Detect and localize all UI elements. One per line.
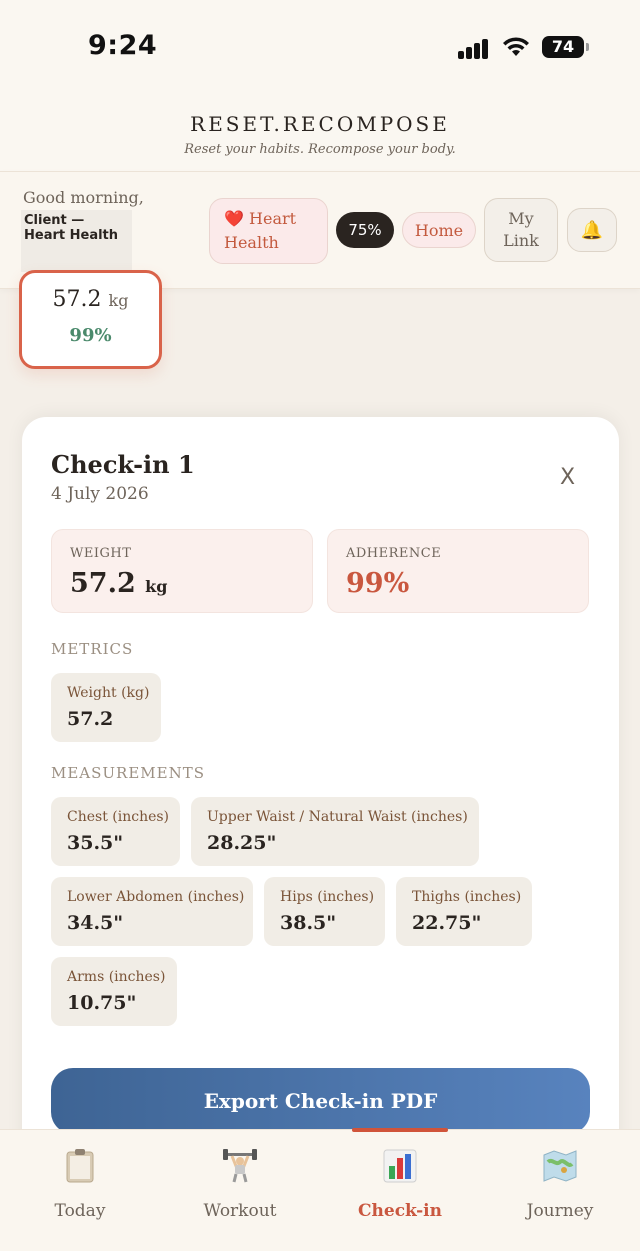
client-name-line2: Heart Health — [24, 228, 119, 243]
tab-label: Check-in — [357, 1201, 443, 1221]
heart-health-button[interactable] — [209, 198, 328, 264]
export-pdf-button[interactable]: Export Check-in PDF — [51, 1068, 590, 1134]
client-name — [21, 210, 132, 272]
brand-title: RESET.RECOMPOSE — [190, 112, 450, 136]
battery-indicator: 74 — [542, 36, 584, 58]
home-button[interactable]: Home — [402, 212, 476, 248]
measurement-chip: Chest (inches) 35.5" — [51, 797, 180, 866]
adherence-stat-card — [327, 529, 589, 613]
measurements-heading: MEASUREMENTS — [51, 764, 206, 782]
adherence-stat-value: 99% — [346, 568, 410, 599]
tab-label: Today — [54, 1201, 106, 1221]
progress-percent-pill[interactable]: 75% — [336, 212, 394, 248]
clipboard-icon — [62, 1148, 98, 1184]
weightlifter-icon — [222, 1148, 258, 1184]
tab-workout[interactable] — [160, 1142, 320, 1232]
tab-label: Journey — [526, 1201, 594, 1221]
measurement-chip: Arms (inches) 10.75" — [51, 957, 177, 1026]
tab-journey[interactable] — [480, 1142, 640, 1232]
status-time: 9:24 — [88, 30, 158, 61]
status-bar — [0, 0, 640, 95]
checkin-card[interactable] — [19, 270, 162, 369]
heart-pill-line1: Heart — [249, 209, 297, 228]
checkin-detail-sheet — [22, 417, 619, 1177]
adherence-stat-label: ADHERENCE — [346, 546, 442, 561]
map-icon — [542, 1148, 578, 1184]
client-name-line1: Client — — [24, 213, 85, 228]
measurement-chip: Upper Waist / Natural Waist (inches) 28.25" — [191, 797, 479, 866]
brand-tagline: Reset your habits. Recompose your body. — [184, 142, 456, 157]
checkin-card-weight: 57.2 kg — [52, 287, 129, 312]
wifi-icon — [502, 36, 530, 58]
cellular-signal-icon — [458, 37, 492, 59]
checkin-title: Check-in 1 — [51, 450, 195, 479]
measurement-chip: Thighs (inches) 22.75" — [396, 877, 532, 946]
heart-pill-line2: Health — [224, 233, 279, 252]
tab-today[interactable] — [0, 1142, 160, 1232]
notifications-button[interactable] — [567, 208, 617, 252]
my-link-button[interactable] — [484, 198, 558, 262]
tab-checkin[interactable] — [320, 1142, 480, 1232]
close-button[interactable]: X — [560, 465, 576, 490]
measurement-chip: Lower Abdomen (inches) 34.5" — [51, 877, 253, 946]
tab-bar — [0, 1129, 640, 1251]
heart-icon: ❤️ — [224, 209, 244, 228]
my-link-line2: Link — [503, 231, 539, 250]
checkin-card-adherence: 99% — [69, 325, 112, 346]
my-link-line1: My — [508, 209, 534, 228]
checkin-date: 4 July 2026 — [51, 484, 149, 504]
metrics-heading: METRICS — [51, 640, 134, 658]
brand-header — [0, 95, 640, 171]
measurement-chip: Hips (inches) 38.5" — [264, 877, 385, 946]
greeting-text: Good morning, — [23, 188, 144, 207]
weight-stat-value: 57.2 kg — [70, 568, 168, 599]
weight-stat-card — [51, 529, 313, 613]
bell-icon: 🔔 — [580, 219, 604, 241]
bar-chart-icon — [382, 1148, 418, 1184]
active-tab-indicator — [352, 1128, 448, 1132]
tab-label: Workout — [203, 1201, 277, 1221]
weight-stat-label: WEIGHT — [70, 546, 132, 561]
metric-chip: Weight (kg) 57.2 — [51, 673, 161, 742]
